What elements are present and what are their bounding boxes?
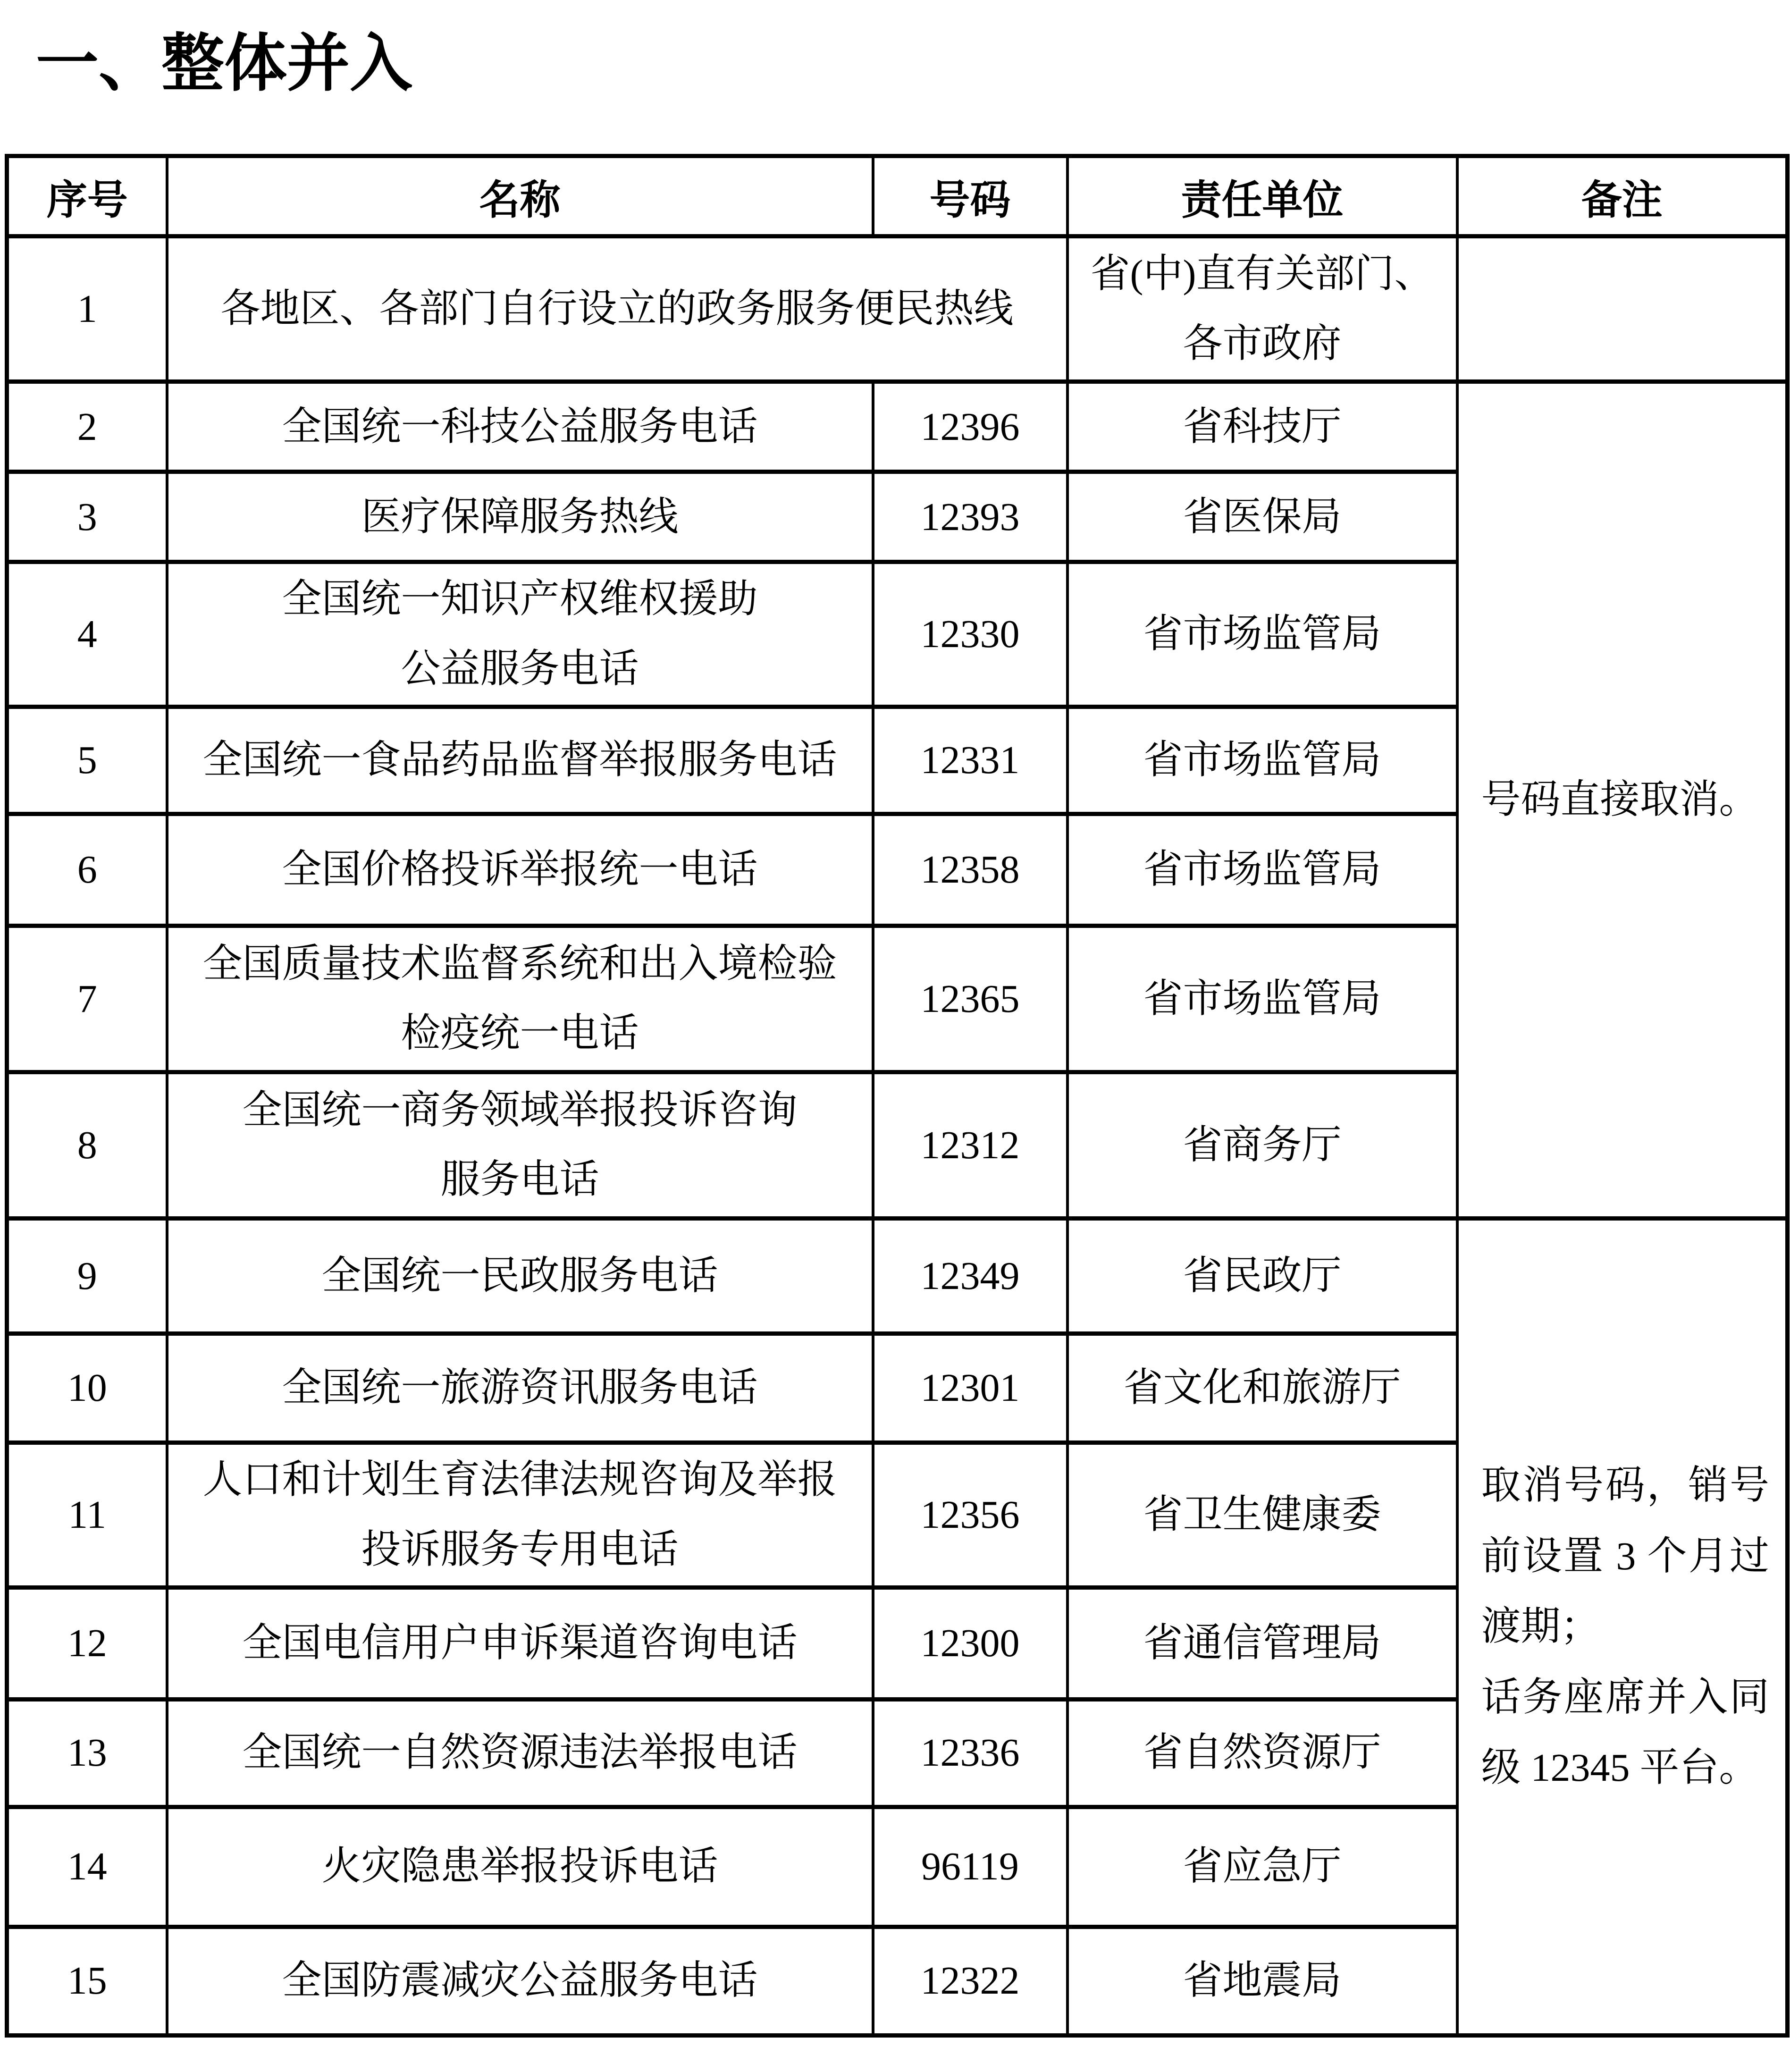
remark-line: 前设置 3 个月过 [1481,1534,1769,1578]
name-cell: 全国电信用户申诉渠道咨询电话 [167,1587,873,1699]
unit-line: 各市政府 [1183,321,1342,366]
unit-cell: 省市场监管局 [1067,926,1457,1072]
unit-cell: 省市场监管局 [1067,562,1457,707]
name-cell: 全国价格投诉举报统一电话 [167,814,873,926]
name-cell: 火灾隐患举报投诉电话 [167,1807,873,1927]
seq-cell: 3 [7,472,167,562]
code-cell: 12322 [873,1927,1067,2035]
seq-cell: 9 [7,1218,167,1333]
name-line: 服务电话 [440,1158,599,1202]
unit-cell: 省医保局 [1067,472,1457,562]
seq-cell: 12 [7,1587,167,1699]
code-cell: 12336 [873,1699,1067,1807]
remark-text: 号码直接取消。 [1481,778,1759,822]
remark-cell-row1-empty [1457,236,1788,382]
seq-cell: 6 [7,814,167,926]
remark-cell-group2 [1457,1218,1788,2035]
unit-cell: 省商务厅 [1067,1072,1457,1218]
name-line: 人口和计划生育法律法规咨询及举报 [202,1457,837,1502]
unit-cell: 省民政厅 [1067,1218,1457,1333]
name-cell: 各地区、各部门自行设立的政务服务便民热线 [167,236,1067,382]
name-cell [167,562,873,707]
seq-cell: 1 [7,236,167,382]
seq-cell: 7 [7,926,167,1072]
name-cell: 全国防震减灾公益服务电话 [167,1927,873,2035]
header-row [7,156,1788,236]
remark-line: 级 12345 平台。 [1481,1746,1759,1790]
unit-cell: 省自然资源厅 [1067,1699,1457,1807]
code-cell: 12356 [873,1442,1067,1587]
name-line: 全国统一知识产权维权援助 [282,577,758,622]
table-row [7,1218,1788,1333]
code-cell: 12331 [873,707,1067,814]
hotline-merge-table [5,154,1790,2037]
unit-line: 省(中)直有关部门、 [1090,252,1434,296]
unit-cell: 省卫生健康委 [1067,1442,1457,1587]
code-cell: 96119 [873,1807,1067,1927]
name-cell: 全国统一旅游资讯服务电话 [167,1333,873,1442]
section-title: 一、整体并入 [36,29,412,99]
code-cell: 12358 [873,814,1067,926]
table-row [7,382,1788,472]
seq-cell: 13 [7,1699,167,1807]
remark-line: 话务座席并入同 [1481,1675,1769,1719]
col-header-name: 名称 [167,156,873,236]
code-cell: 12312 [873,1072,1067,1218]
unit-cell: 省市场监管局 [1067,814,1457,926]
code-cell: 12301 [873,1333,1067,1442]
code-cell: 12300 [873,1587,1067,1699]
col-header-unit: 责任单位 [1067,156,1457,236]
unit-cell: 省市场监管局 [1067,707,1457,814]
code-cell: 12365 [873,926,1067,1072]
seq-cell: 15 [7,1927,167,2035]
col-header-seq: 序号 [7,156,167,236]
seq-cell: 2 [7,382,167,472]
name-cell [167,926,873,1072]
remark-line: 渡期； [1481,1605,1600,1649]
name-line: 全国质量技术监督系统和出入境检验 [202,942,837,986]
seq-cell: 11 [7,1442,167,1587]
code-cell: 12393 [873,472,1067,562]
seq-cell: 8 [7,1072,167,1218]
remark-line: 取消号码，销号 [1481,1463,1769,1508]
name-cell: 医疗保障服务热线 [167,472,873,562]
name-cell: 全国统一自然资源违法举报电话 [167,1699,873,1807]
code-cell: 12349 [873,1218,1067,1333]
unit-cell [1067,236,1457,382]
seq-cell: 10 [7,1333,167,1442]
unit-cell: 省地震局 [1067,1927,1457,2035]
document-page [0,29,1790,2038]
col-header-code: 号码 [873,156,1067,236]
unit-cell: 省科技厅 [1067,382,1457,472]
name-cell [167,1072,873,1218]
name-line: 检疫统一电话 [401,1011,639,1056]
name-cell [167,1442,873,1587]
unit-cell: 省文化和旅游厅 [1067,1333,1457,1442]
name-line: 公益服务电话 [401,647,639,691]
code-cell: 12330 [873,562,1067,707]
name-cell: 全国统一科技公益服务电话 [167,382,873,472]
remark-cell-group1 [1457,382,1788,1219]
name-line: 全国统一商务领域举报投诉咨询 [242,1088,798,1132]
seq-cell: 4 [7,562,167,707]
unit-cell: 省应急厅 [1067,1807,1457,1927]
seq-cell: 5 [7,707,167,814]
name-cell: 全国统一食品药品监督举报服务电话 [167,707,873,814]
unit-cell: 省通信管理局 [1067,1587,1457,1699]
code-cell: 12396 [873,382,1067,472]
table-row [7,236,1788,382]
col-header-remark: 备注 [1457,156,1788,236]
name-line: 投诉服务专用电话 [361,1527,679,1572]
seq-cell: 14 [7,1807,167,1927]
name-cell: 全国统一民政服务电话 [167,1218,873,1333]
